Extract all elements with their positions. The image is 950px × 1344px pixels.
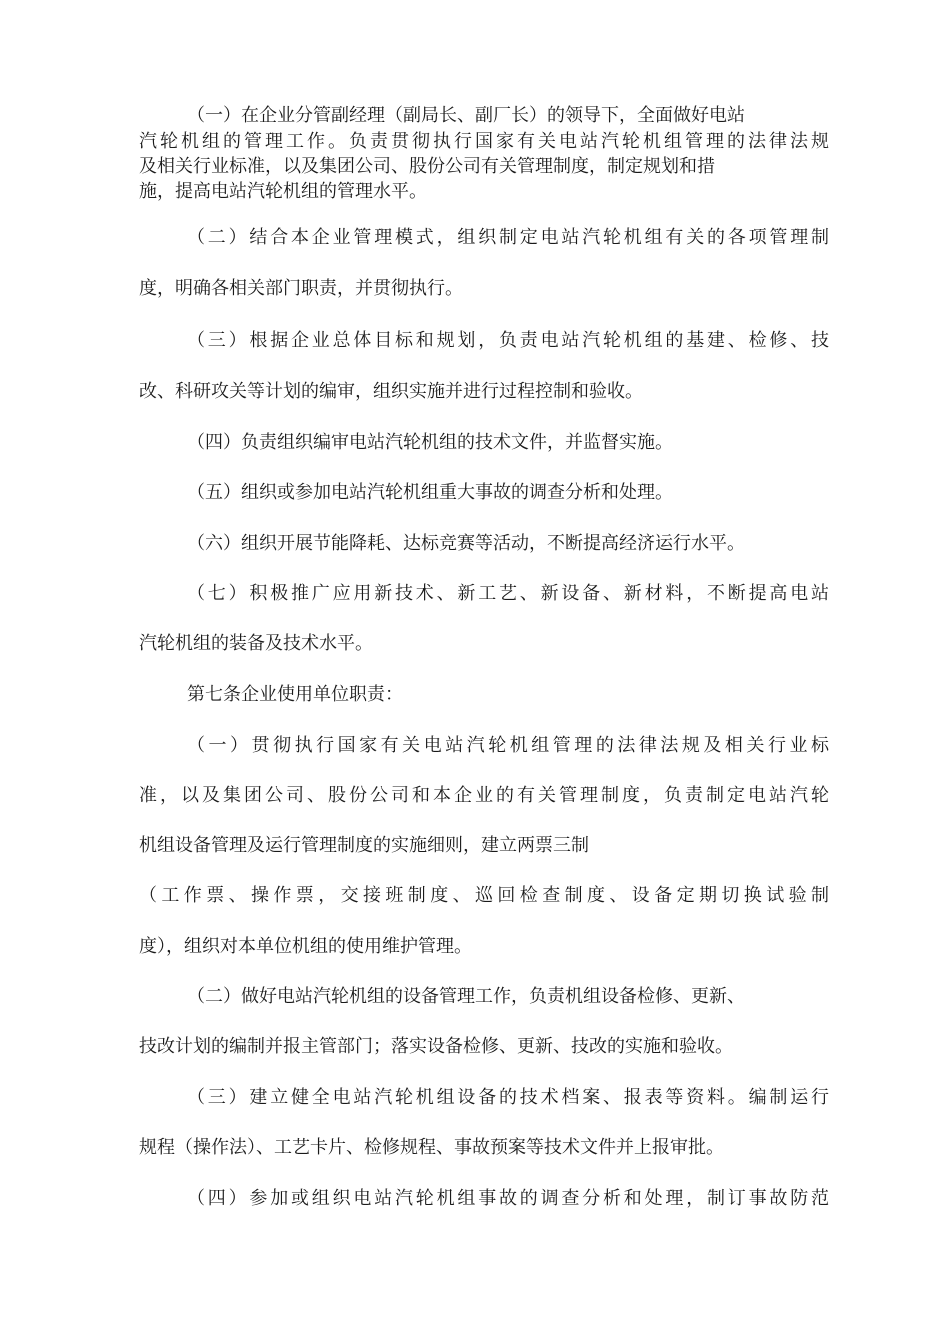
text-line: （七）积极推广应用新技术、新工艺、新设备、新材料，不断提高电站 [187,583,829,604]
text-line: 及相关行业标准，以及集团公司、股份公司有关管理制度，制定规划和措 [139,156,715,177]
text-line: 规程（操作法）、工艺卡片、检修规程、事故预案等技术文件并上报审批。 [139,1137,724,1158]
text-line: （四）负责组织编审电站汽轮机组的技术文件，并监督实施。 [187,432,673,453]
text-line: 准，以及集团公司、股份公司和本企业的有关管理制度，负责制定电站汽轮 [139,785,829,806]
text-line: 施，提高电站汽轮机组的管理水平。 [139,181,427,202]
text-line: （一）在企业分管副经理（副局长、副厂长）的领导下，全面做好电站 [187,105,745,126]
text-line: 技改计划的编制并报主管部门；落实设备检修、更新、技改的实施和验收。 [139,1036,733,1057]
text-line: 汽轮机组的管理工作。负责贯彻执行国家有关电站汽轮机组管理的法律法规 [139,131,829,152]
text-line: （二）结合本企业管理模式，组织制定电站汽轮机组有关的各项管理制 [187,227,829,248]
text-line: （工作票、操作票，交接班制度、巡回检查制度、设备定期切换试验制 [139,885,829,906]
text-line: 度，明确各相关部门职责，并贯彻执行。 [139,278,463,299]
text-line: （二）做好电站汽轮机组的设备管理工作，负责机组设备检修、更新、 [187,986,745,1007]
section-heading: 第七条企业使用单位职责： [187,684,403,705]
text-line: （三）根据企业总体目标和规划，负责电站汽轮机组的基建、检修、技 [187,330,829,351]
text-line: 改、科研攻关等计划的编审，组织实施并进行过程控制和验收。 [139,381,643,402]
text-line: 汽轮机组的装备及技术水平。 [139,633,373,654]
text-line: （六）组织开展节能降耗、达标竞赛等活动，不断提高经济运行水平。 [187,533,745,554]
text-line: （一）贯彻执行国家有关电站汽轮机组管理的法律法规及相关行业标 [187,735,829,756]
text-line: 机组设备管理及运行管理制度的实施细则，建立两票三制 [139,835,589,856]
text-line: 度），组织对本单位机组的使用维护管理。 [139,936,472,957]
text-line: （四）参加或组织电站汽轮机组事故的调查分析和处理，制订事故防范 [187,1188,829,1209]
text-line: （三）建立健全电站汽轮机组设备的技术档案、报表等资料。编制运行 [187,1087,829,1108]
text-line: （五）组织或参加电站汽轮机组重大事故的调查分析和处理。 [187,482,673,503]
